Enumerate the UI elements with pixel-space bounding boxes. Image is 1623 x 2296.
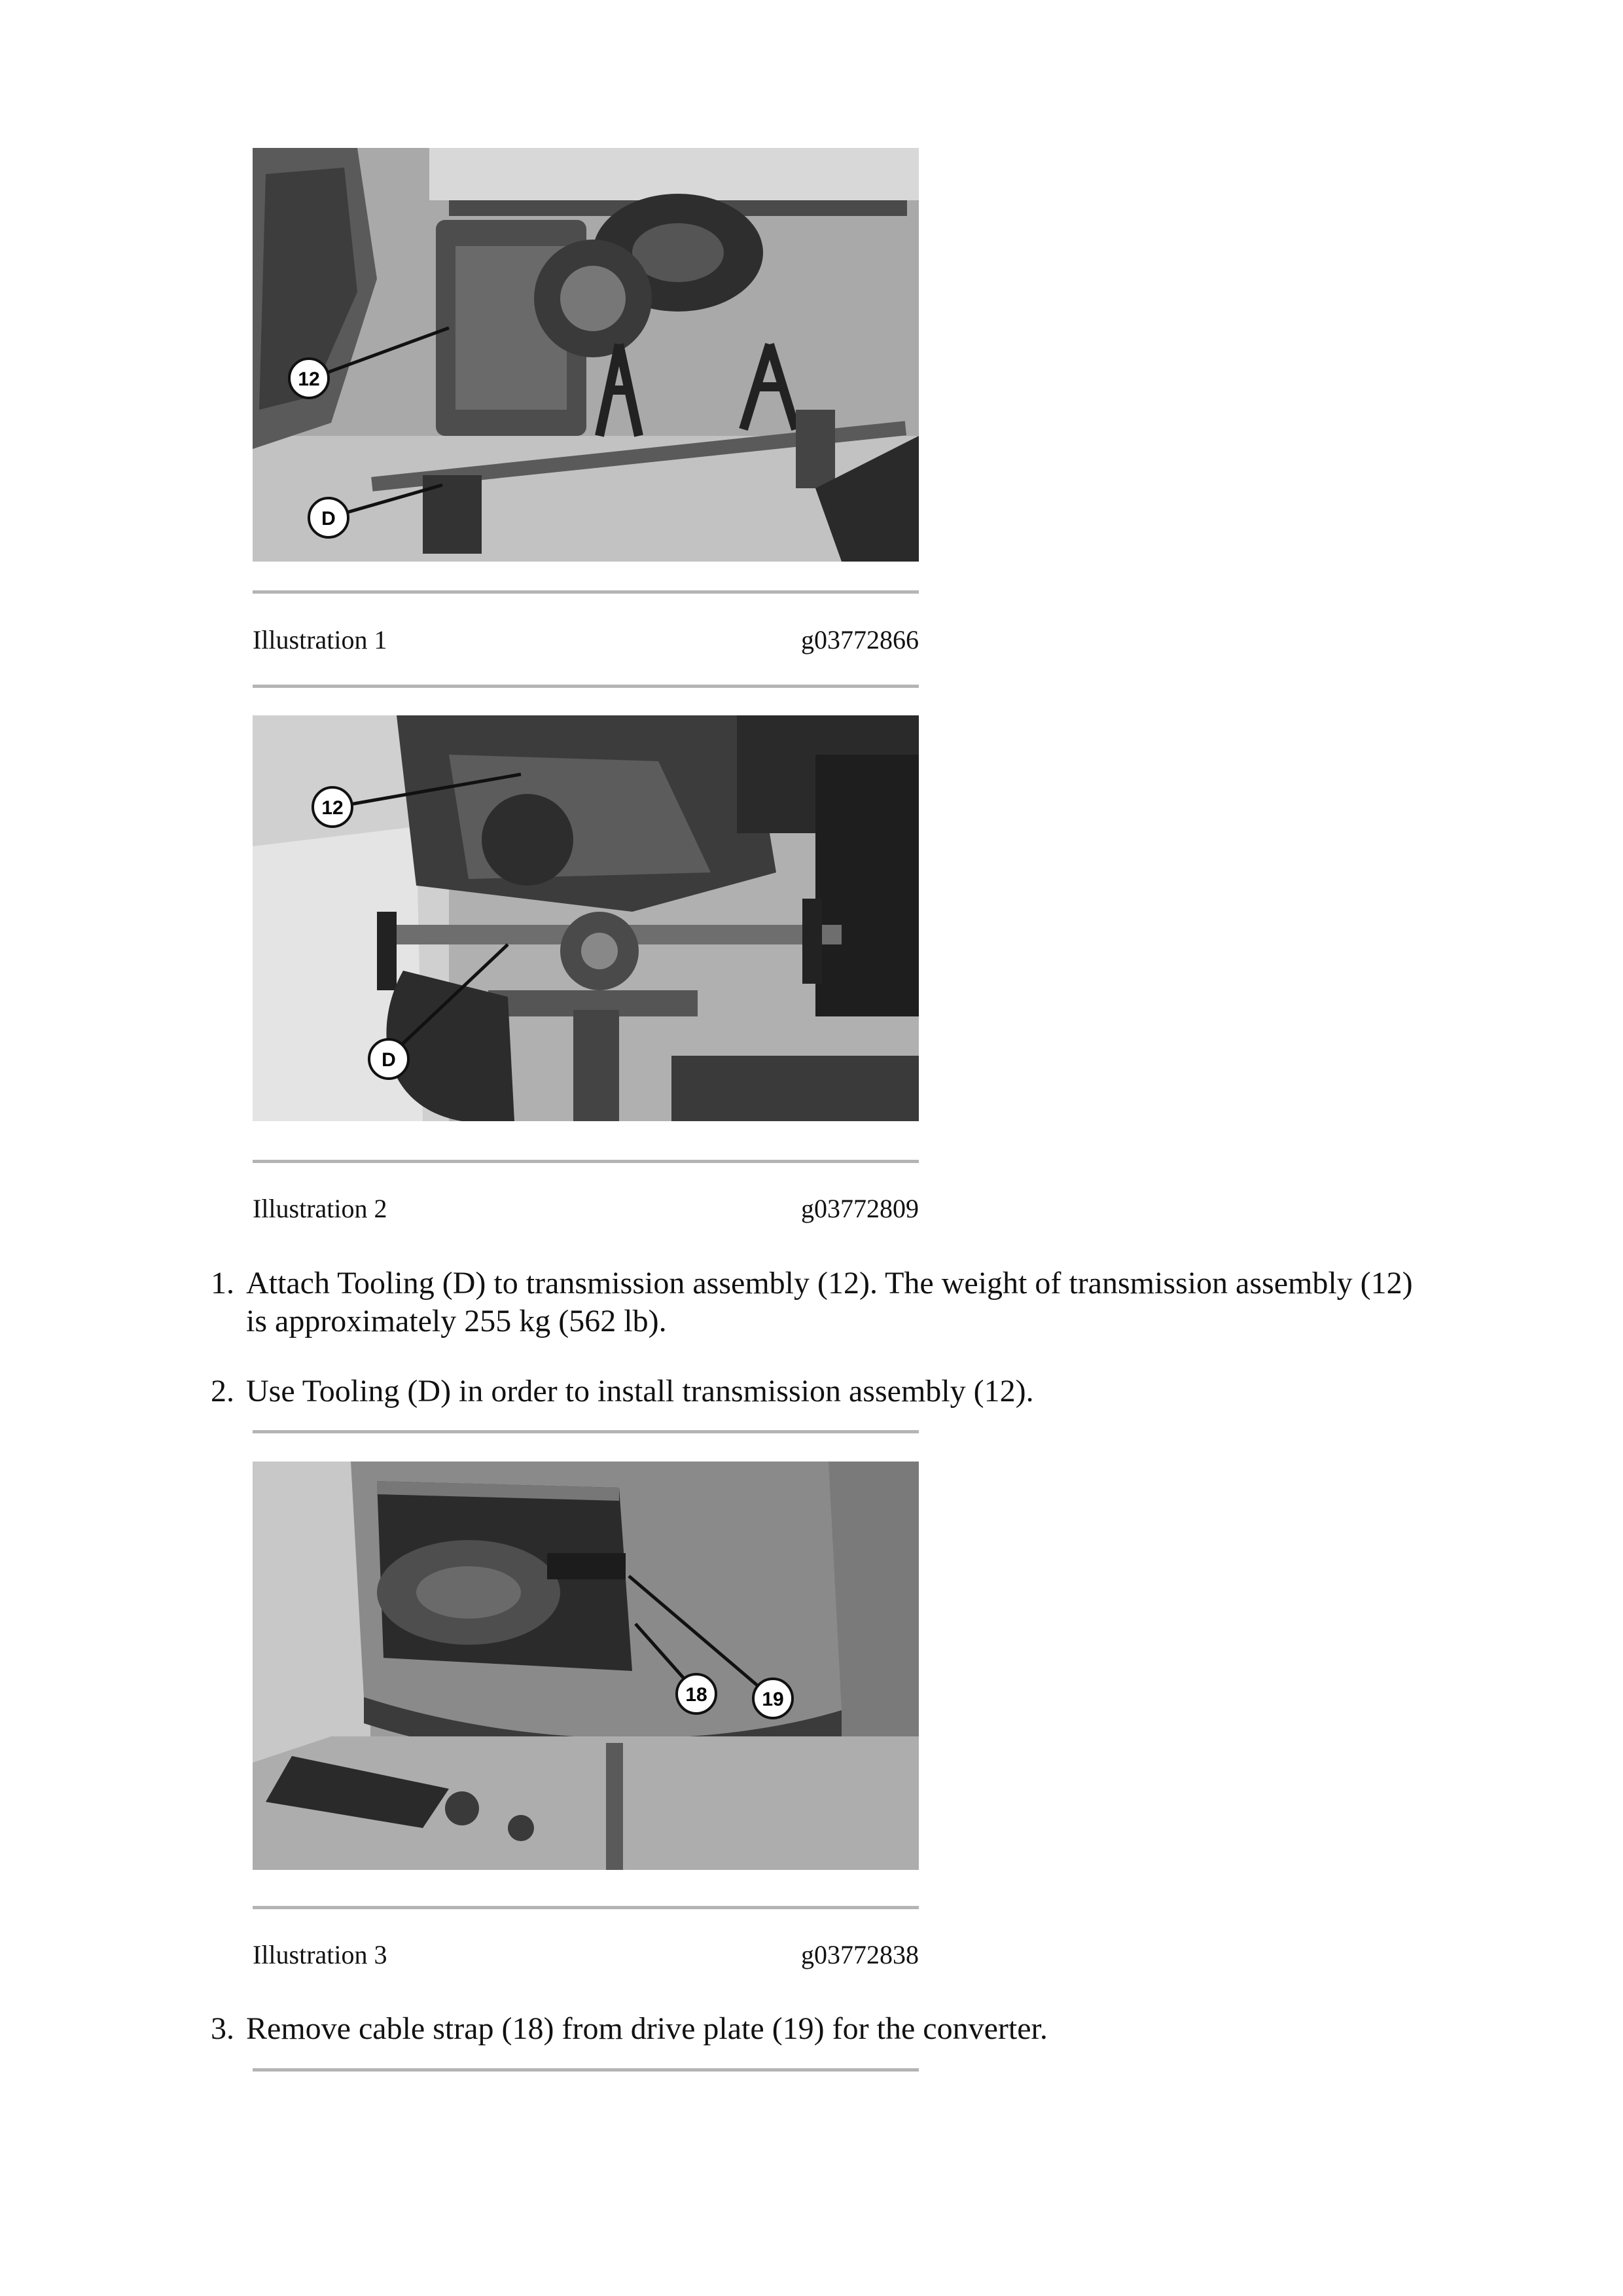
- illustration-2-photo: [253, 715, 919, 1121]
- callout-d-label: D: [382, 1049, 396, 1071]
- step-3-number: 3.: [211, 2011, 234, 2046]
- callout-d-label: D: [321, 508, 336, 529]
- rule-bottom-step-3: [253, 2068, 919, 2072]
- step-2-text: Use Tooling (D) in order to install transmission assembly (12).: [246, 1374, 1034, 1408]
- caption-1-label: Illustration 1: [253, 625, 387, 655]
- transmission-lift-tool-image: [253, 715, 919, 1121]
- illustration-1-photo: [253, 148, 919, 562]
- illustration-3-photo: [253, 1462, 919, 1870]
- caption-3-label: Illustration 3: [253, 1940, 387, 1969]
- transmission-on-stand-image: [253, 148, 919, 562]
- converter-drive-plate-image: [253, 1462, 919, 1870]
- callout-19-label: 19: [762, 1689, 784, 1710]
- caption-1-id: g03772866: [801, 625, 919, 655]
- callout-18-label: 18: [685, 1684, 707, 1706]
- rule-top-caption-3: [253, 1906, 919, 1909]
- rule-above-illustration-3: [253, 1430, 919, 1433]
- caption-2-label: Illustration 2: [253, 1194, 387, 1223]
- rule-bottom-caption-1: [253, 685, 919, 688]
- rule-top-caption-2: [253, 1160, 919, 1163]
- caption-2-id: g03772809: [801, 1194, 919, 1223]
- step-2-number: 2.: [211, 1374, 234, 1408]
- step-1-text: Attach Tooling (D) to transmission assembly (12). The weight of transmission assembly (12) is approximately 255 kg (562 lb).: [246, 1266, 1413, 1338]
- rule-top-caption-1: [253, 590, 919, 594]
- step-3-text: Remove cable strap (18) from drive plate (19) for the converter.: [246, 2011, 1048, 2046]
- step-1-number: 1.: [211, 1266, 234, 1300]
- callout-12-label: 12: [321, 797, 344, 819]
- callout-12-label: 12: [298, 368, 320, 390]
- caption-3-id: g03772838: [801, 1940, 919, 1969]
